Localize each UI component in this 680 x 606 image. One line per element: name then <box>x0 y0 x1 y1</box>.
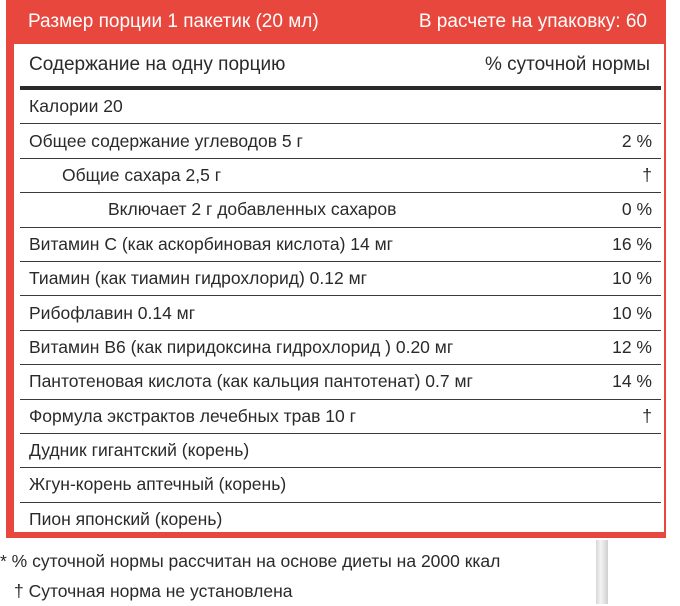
nutrient-name: Тиамин (как тиамин гидрохлорид) 0.12 мг <box>29 268 368 289</box>
table-row <box>20 331 661 365</box>
daily-value-footnote: * % суточной нормы рассчитан на основе диеты на 2000 ккал <box>0 551 501 571</box>
daily-value: 10 % <box>612 302 652 323</box>
nutrient-name: Дудник гигантский (корень) <box>29 440 250 461</box>
daily-value: 16 % <box>612 233 652 254</box>
column-header <box>14 44 664 86</box>
daily-value: 0 % <box>621 199 652 220</box>
nutrient-name: Пантотеновая кислота (как кальция пантотенат) 0.7 мг <box>29 371 473 392</box>
table-row <box>20 262 661 296</box>
table-row <box>20 468 661 502</box>
amount-per-serving-heading: Содержание на одну порцию <box>29 54 286 75</box>
nutrient-name: Рибофлавин 0.14 мг <box>29 302 196 323</box>
nutrient-name: Общее содержание углеводов 5 г <box>29 130 303 151</box>
daily-value: 10 % <box>612 268 652 289</box>
footnotes <box>0 546 680 606</box>
facts-table <box>14 44 664 532</box>
daily-value: 2 % <box>621 130 652 151</box>
table-row <box>20 400 661 434</box>
supplement-facts-panel <box>6 0 666 538</box>
table-row <box>20 124 661 158</box>
table-row <box>20 159 661 193</box>
table-row <box>20 228 661 262</box>
nutrient-name: Формула экстрактов лечебных трав 10 г <box>29 405 356 426</box>
nutrient-name: Общие сахара 2,5 г <box>62 164 222 185</box>
servings-per-container: В расчете на упаковку: 60 <box>418 11 647 32</box>
serving-header <box>6 0 666 44</box>
table-row <box>20 193 661 227</box>
nutrient-rows <box>20 90 661 537</box>
table-row <box>20 503 661 537</box>
not-established-footnote: † Суточная норма не установлена <box>14 581 293 601</box>
daily-value-heading: % суточной нормы <box>484 54 650 75</box>
nutrient-name: Пион японский (корень) <box>29 509 223 530</box>
table-row <box>20 296 661 330</box>
nutrient-name: Калории 20 <box>29 96 123 117</box>
table-row <box>20 90 661 124</box>
daily-value: † <box>642 164 652 185</box>
serving-size: Размер порции 1 пакетик (20 мл) <box>28 11 319 32</box>
nutrient-name: Витамин C (как аскорбиновая кислота) 14 мг <box>29 233 394 254</box>
table-row <box>20 365 661 399</box>
table-row <box>20 434 661 468</box>
daily-value: 12 % <box>612 336 652 357</box>
daily-value: † <box>642 405 652 426</box>
daily-value: 14 % <box>612 371 652 392</box>
nutrient-name: Включает 2 г добавленных сахаров <box>108 199 397 220</box>
nutrient-name: Витамин B6 (как пиридоксина гидрохлорид ) 0.20 мг <box>29 336 454 357</box>
nutrient-name: Жгун-корень аптечный (корень) <box>29 474 287 495</box>
